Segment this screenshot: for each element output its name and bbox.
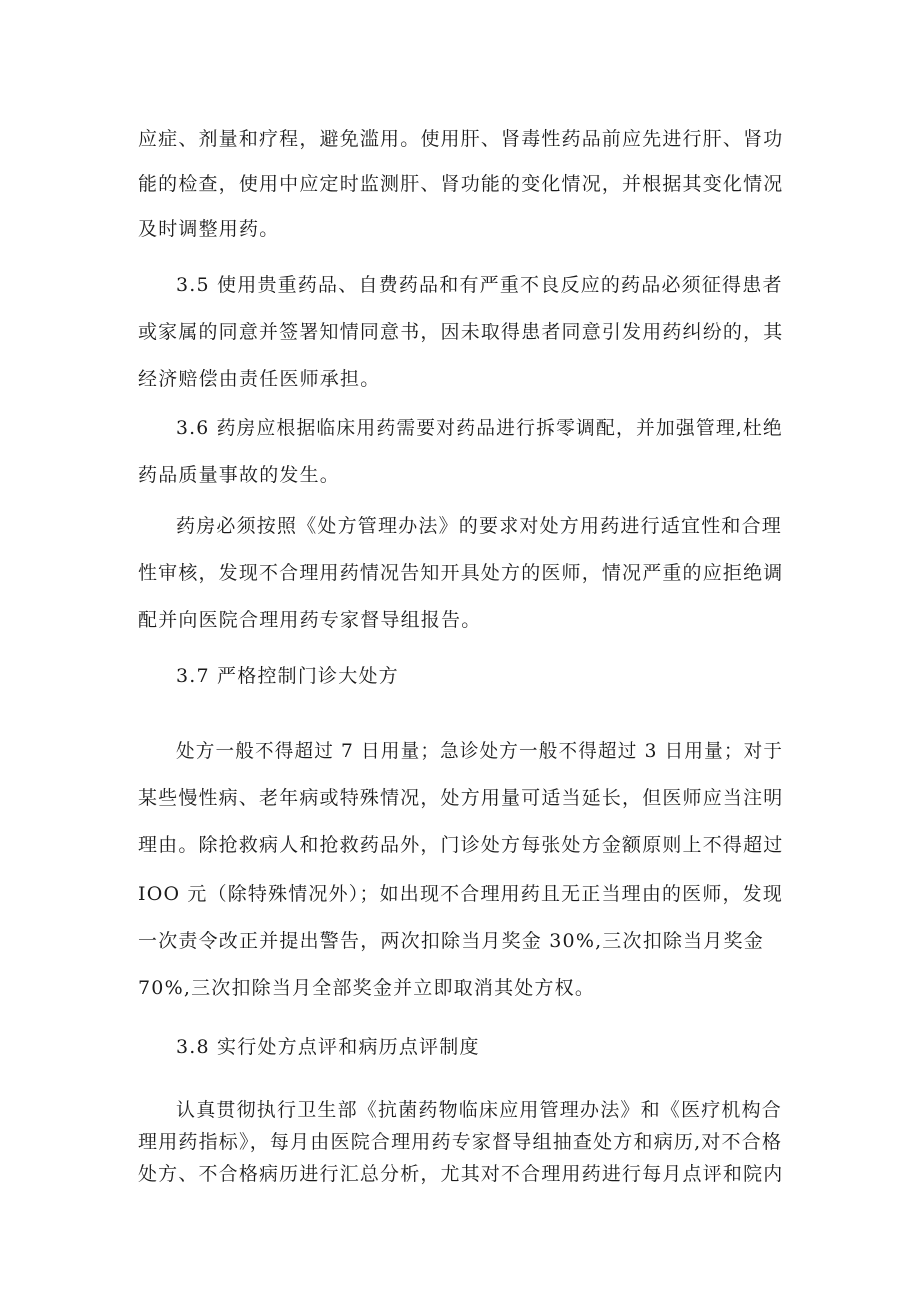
text-line: 配并向医院合理用药专家督导组报告。 (138, 609, 482, 631)
text-line: 某些慢性病、老年病或特殊情况，处方用量可适当延长，但医师应当注明 (138, 787, 784, 809)
text-line: 或家属的同意并签署知情同意书，因未取得患者同意引发用药纠纷的，其 (138, 321, 784, 343)
text-line: 处方、不合格病历进行汇总分析，尤其对不合理用药进行每月点评和院内 (138, 1163, 784, 1185)
text-line: 处方一般不得超过 7 日用量；急诊处方一般不得超过 3 日用量；对于 (176, 740, 784, 762)
text-line: 药品质量事故的发生。 (138, 464, 341, 486)
text-line: 理用药指标》，每月由医院合理用药专家督导组抽查处方和病历,对不合格 (138, 1131, 783, 1153)
text-line: 及时调整用药。 (138, 218, 280, 240)
text-line: 70%,三次扣除当月全部奖金并立即取消其处方权。 (138, 977, 596, 999)
text-line: 一次责令改正并提出警告，两次扣除当月奖金 30%,三次扣除当月奖金 (138, 930, 764, 952)
text-line: 3.7 严格控制门诊大处方 (176, 665, 399, 687)
text-line: 3.8 实行处方点评和病历点评制度 (176, 1036, 480, 1058)
text-line: 性审核，发现不合理用药情况告知开具处方的医师，情况严重的应拒绝调 (138, 562, 784, 584)
text-line: 能的检查，使用中应定时监测肝、肾功能的变化情况，并根据其变化情况 (138, 173, 784, 195)
text-line: 理由。除抢救病人和抢救药品外，门诊处方每张处方金额原则上不得超过 (138, 834, 784, 856)
text-line: 经济赔偿由责任医师承担。 (138, 368, 381, 390)
text-line: 3.5 使用贵重药品、自费药品和有严重不良反应的药品必须征得患者 (176, 274, 783, 296)
text-line: 应症、剂量和疗程，避免滥用。使用肝、肾毒性药品前应先进行肝、肾功 (138, 128, 784, 150)
text-line: 药房必须按照《处方管理办法》的要求对处方用药进行适宜性和合理 (176, 515, 783, 537)
text-line: 认真贯彻执行卫生部《抗菌药物临床应用管理办法》和《医疗机构合 (176, 1099, 783, 1121)
text-line: 3.6 药房应根据临床用药需要对药品进行拆零调配，并加强管理,杜绝 (176, 417, 783, 439)
text-line: IOO 元（除特殊情况外）；如出现不合理用药且无正当理由的医师，发现 (138, 883, 783, 905)
